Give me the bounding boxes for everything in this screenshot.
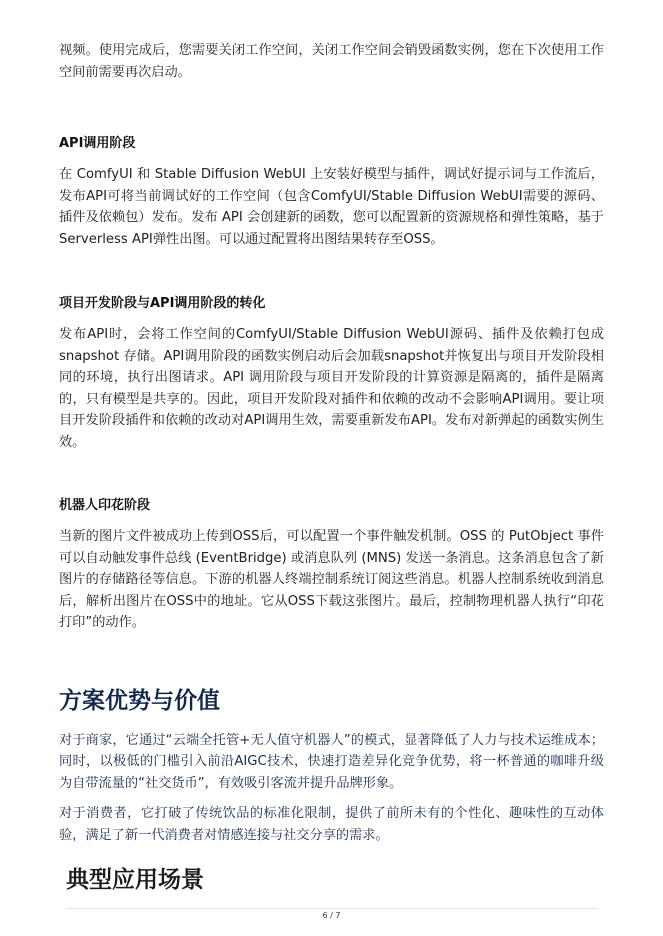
transition-heading: 项目开发阶段与API调用阶段的转化 (59, 296, 266, 311)
page-number: 6 / 7 (322, 911, 341, 920)
merchant-paragraph: 对于商家，它通过“云端全托管+无人值守机器人”的模式，显著降低了人力与技术运维成本；同时，以极低的门槛引入前沿AIGC技术，快速打造差异化竞争优势，将一杯普通的咖啡升级为自带流量的“社交货币”，有效吸引客流并提升品牌形象。 (59, 732, 604, 791)
api-stage-paragraph: 在 ComfyUI 和 Stable Diffusion WebUI 上安装好模型与插件，调试好提示词与工作流后，发布API可将当前调试好的工作空间（包含ComfyUI/Stable Diffusion WebUI需要的源码、插件及依赖包）发布。发布 API 会创建新的函数，您可以配置新的资源规格和弹性策略，基于 Serverless API弹性出图。可以通过配置将出图结果转存至OSS。 (59, 167, 604, 247)
robot-stage-heading: 机器人印花阶段 (59, 498, 151, 513)
transition-paragraph: 发布API时，会将工作空间的ComfyUI/Stable Diffusion WebUI源码、插件及依赖打包成 snapshot 存储。API调用阶段的函数实例启动后会加载snapshot并恢复出与项目开发阶段相同的环境，执行出图请求。API 调用阶段与项目开发阶段的计算资源是隔离的，插件是隔离的，只有模型是共享的。因此，项目开发阶段对插件和依赖的改动不会影响API调用。要让项目开发阶段插件和依赖的改动对API调用生效，需要重新发布API。发布对新弹起的函数实例生效。 (59, 327, 604, 450)
page-content (59, 40, 604, 897)
scenarios-heading: 典型应用场景 (66, 867, 204, 893)
footer-divider (66, 908, 597, 909)
intro-end-paragraph: 视频。使用完成后，您需要关闭工作空间，关闭工作空间会销毁函数实例，您在下次使用工作空间前需要再次启动。 (59, 43, 604, 80)
api-stage-heading: API调用阶段 (59, 136, 136, 151)
robot-stage-paragraph: 当新的图片文件被成功上传到OSS后，可以配置一个事件触发机制。OSS 的 PutObject 事件可以自动触发事件总线 (EventBridge) 或消息队列 (MNS) 发送一条消息。这条消息包含了新图片的存储路径等信息。下游的机器人终端控制系统订阅这些消息。机器人控制系统收到消息后，解析出图片在OSS中的地址。它从OSS下载这张图片。最后，控制物理机器人执行“印花打印”的动作。 (59, 529, 604, 630)
consumer-paragraph: 对于消费者，它打破了传统饮品的标准化限制，提供了前所未有的个性化、趣味性的互动体验，满足了新一代消费者对情感连接与社交分享的需求。 (59, 806, 604, 843)
advantages-heading: 方案优势与价值 (59, 687, 220, 714)
